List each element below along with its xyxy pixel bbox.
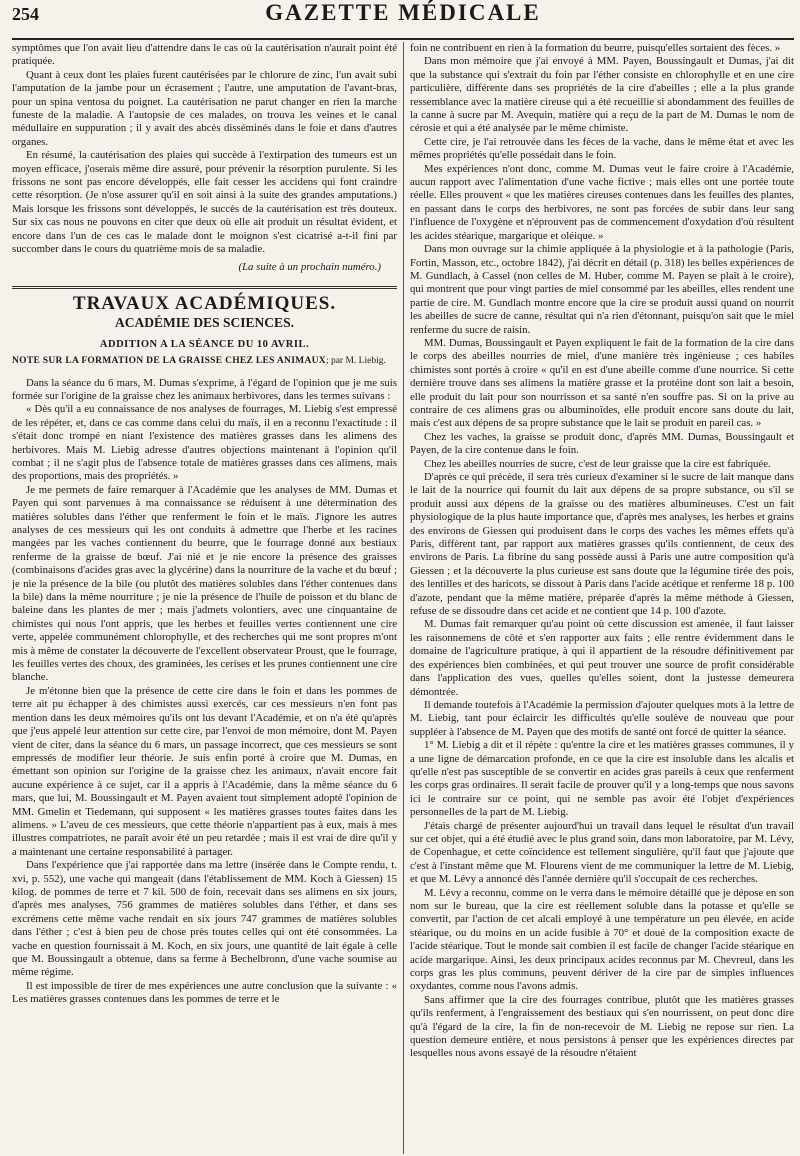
session-heading: ADDITION A LA SÉANCE DU 10 AVRIL. [99, 338, 310, 350]
continuation-note: (La suite à un prochain numéro.) [238, 260, 381, 273]
paragraph: Cette cire, je l'ai retrouvée dans les fèces de la vache, dans le même état et avec les mêmes propriétés qu'elle possédait dans le foin. [410, 135, 794, 162]
note-author: ; par M. Liebig. [325, 356, 386, 367]
paragraph: M. Dumas fait remarquer qu'au point où cette discussion est amenée, il faut laisser les raisonnemens de côté et s'en rapporter aux faits ; elle rentre évidemment dans le domaine de l'agriculture pratique, à qui il appartient de la résoudre définitivement par des expériences bien combinées, et qui peut trouver une source de profit considérable dans l'application des vues, quelles qu'elles soient, dont la justesse demeurera démontrée. [410, 618, 794, 698]
paragraph: Sans affirmer que la cire des fourrages contribue, plutôt que les matières grasses qu'ils renferment, à l'engraissement des bestiaux qui s'en nourrissent, on peut donc dire qu'à l'égard de la cire, la fin de non-recevoir de M. Liebig ne repose sur rien. La question demeure entière, et nous persistons à penser que les expériences directes par lesquelles nous avons essayé de la résoudre n'étaient [410, 993, 794, 1060]
paragraph: Dans mon ouvrage sur la chimie appliquée à la physiologie et à la pathologie (Paris, Fortin, Masson, etc., octobre 1842), j'ai décrit en détail (p. 318) les belles expériences de M. Gundlach, à Cassel (non celles de M. Huber, comme M. Payen se plaît à le croire), qui montrent que pour vingt parties de miel consommé par les abeilles, elles rendent une partie de cire. M. Gundlach montre encore que la cire se produit aussi quand on nourrit les abeilles de sucre de canne, résultat qui n'a rien d'étonnant, puisqu'on sait que le miel renferme du sucre de raisin. [410, 243, 794, 336]
paragraph: MM. Dumas, Boussingault et Payen expliquent le fait de la formation de la cire dans le corps des abeilles nourries de miel, d'une manière très ingénieuse ; ces habiles chimistes sont portés à croire « qu'il en est d'une abeille comme d'une nourrice. Si cette dernière trouve dans ses alimens la matière grasse et la protéine dont son lait a besoin, elle produit du lait pour son nourrisson et sa santé n'en souffre pas. Si on la prive au contraire de ces alimens gras ou albuminoïdes, elle produit encore sans doute du lait, mais c'est aux dépens de sa propre substance que le lait se produit en pareil cas. » [410, 336, 794, 430]
section-title: TRAVAUX ACADÉMIQUES. [72, 292, 337, 314]
left-column [12, 42, 403, 1154]
paragraph: 1° M. Liebig a dit et il répète : qu'entre la cire et les matières grasses communes, il y a une ligne de démarcation profonde, en ce que la cire est insoluble dans les alcalis et qu'elle n'est pas susceptible de se convertir en acides gras pareils à ceux que renferment les corps gras ordinaires. Il serait facile de prouver qu'il y a long-temps que nous savons ici le contraire sur ce point, qui ne semble pas avoir été l'objet d'expériences personnelles de la part de M. Liebig. [410, 739, 794, 819]
paragraph: Chez les vaches, la graisse se produit donc, d'après MM. Dumas, Boussingault et Payen, de la cire contenue dans le foin. [410, 430, 794, 457]
section-divider [12, 286, 397, 289]
paragraph: Dans la séance du 6 mars, M. Dumas s'exprime, à l'égard de l'opinion que je me suis formée sur l'origine de la graisse chez les animaux herbivores, dans les termes suivans : [12, 376, 397, 402]
columns [12, 42, 794, 1154]
paragraph: J'étais chargé de présenter aujourd'hui un travail dans lequel le résultat d'un travail sur cet objet, qui a été étudié avec le plus grand soin, dans mon laboratoire, par M. Lévy, de Copenhague, et cette coïncidence est tellement singulière, qu'il faut que j'ajoute que c'est à l'instant même que M. Flourens vient de me communiquer la lettre de M. Liebig, et que M. Lévy a annoncé dès l'année dernière qu'il s'occupait de ces recherches. [410, 819, 794, 886]
paragraph: Je me permets de faire remarquer à l'Académie que les analyses de MM. Dumas et Payen qui sont parvenues à ma connaissance se réduisent à une détermination des matières solubles dans l'éther que renferment le foin et le maïs. J'ignore les autres analyses de ces messieurs qui les ont conduits à admettre que l'herbe et les racines mangées par les vaches contiennent du beurre, que le fourrage donné aux bestiaux renferme de la graisse de bœuf. J'ai nié et je nie encore la présence des graisses (combinaisons d'acides gras avec la glycérine) dans la nourriture de la vache et du bœuf ; je nie la présence de la bile (ou plutôt des matières solubles dans l'éther contenues dans la bile) dans la même nourriture ; je nie la présence de l'huile de poisson et du blanc de baleine dans les plantes de mer ; mais j'admets volontiers, avec une cinquantaine de chimistes qui nous l'ont appris, que les herbes et feuilles vertes contiennent une cire verte, appelée communément chlorophylle, et des recherches qui me sont propres m'ont mis à même de constater la découverte de l'excellent observateur Proust, que le fourrage, les feuilles vertes des choux, des graminées, les cerises et les prunes contiennent une cire blanche. [12, 483, 397, 684]
paragraph: Il demande toutefois à l'Académie la permission d'ajouter quelques mots à la lettre de M. Liebig, tant pour éclaircir les difficultés qu'elle soulève de nouveau que pour suppléer à l'absence de M. Payen que des motifs de santé ont forcé de quitter la séance. [410, 698, 794, 738]
paragraph: foin ne contribuent en rien à la formation du beurre, puisqu'elles sortaient des fèces. » [410, 42, 781, 54]
note-heading [12, 355, 397, 368]
paragraph: Quant à ceux dont les plaies furent cautérisées par le chlorure de zinc, l'un avait subi l'amputation de la jambe pour un écrasement ; l'autre, une amputation de l'avant-bras, pour un spina ventosa du poignet. La cautérisation ne parut changer en rien la marche funeste de la maladie. A l'autopsie de ces malades, on trouva les veines et le canal médullaire en suppuration ; il y avait des abcès disséminés dans le foie et dans d'autres organes. [12, 68, 397, 148]
paragraph: D'après ce qui précède, il sera très curieux d'examiner si le sucre de lait manque dans le lait de la nourrice qui fournit du lait aux dépens de sa propre substance, ou s'il se produit aussi aux dépens de la graisse ou des matières albumineuses. C'est un fait physiologique de la plus haute importance que, d'après mes analyses, les herbes et grains des environs de Giessen qui produisent dans le corps des vaches les mêmes effets qu'à Paris, diffèrent tant, par rapport aux matières grasses qu'ils contiennent, de ceux des environs de Paris. La fibrine du sang possède aussi à Paris une autre composition qu'à Giessen ; et la découverte la plus curieuse est sans doute que la légumine tirée des pois, des lentilles et des haricots, se dissout à Paris dans l'acide acétique et renferme 18 p. 100 d'azote, pendant que la même matière, préparée d'après la même méthode à Giessen, refuse de se dissoudre dans cet acide et ne contient que 14 p. 100 d'azote. [410, 471, 794, 618]
paragraph: Chez les abeilles nourries de sucre, c'est de leur graisse que la cire est fabriquée. [424, 457, 771, 470]
note-title: NOTE SUR LA FORMATION DE LA GRAISSE CHEZ LES ANIMAUX [12, 356, 326, 367]
paragraph: « Dès qu'il a eu connaissance de nos analyses de fourrages, M. Liebig s'est empressé de les répéter, et, dans ce cas comme dans celui du maïs, il en a reconnu l'exactitude : il s'était donc trompé en niant l'existence des matières grasses dans les alimens des herbivores. Mais M. Liebig adresse d'autres objections maintenant à l'opinion qu'il combat ; il ne s'agit plus de l'absence totale de matières grasses dans ces alimens, mais des proportions, mais des propriétés. » [12, 403, 397, 483]
paragraph: Dans l'expérience que j'ai rapportée dans ma lettre (insérée dans le Compte rendu, t. xvi, p. 552), une vache qui mangeait (dans l'établissement de MM. Koch à Giessen) 15 kilog. de pommes de terre et 7 kil. 500 de foin, recevait dans ses alimens en six jours, d'après mes analyses, 756 grammes de matières solubles dans l'éther, et dans ses excrémens cette même vache rendait en six jours 747 grammes de matières solubles dans l'éther ; c'est à bien peu de chose près toutes celles qui ont été consommées. La vache en question fournissait à M. Koch, en six jours, une quantité de lait égale à celle que M. Boussingault a obtenue, dans sa ferme à Bechelbronn, d'une vache soumise au même régime. [12, 859, 397, 979]
page-header [12, 0, 794, 40]
paragraph: Mes expériences n'ont donc, comme M. Dumas veut le faire croire à l'Académie, aucun rapport avec l'alimentation d'une vache fictive ; mais elles ont une portée toute réelle. Elles prouvent « que les matières cireuses contenues dans les feuilles des plantes, en passant dans le corps des herbivores, ne sont pas forcées de subir dans leur sang l'influence de l'oxygène et n'éprouvent pas de commencement d'oxydation d'où résultent les acides stéarique, margarique et oléique. » [410, 162, 794, 242]
paragraph: Il est impossible de tirer de mes expériences une autre conclusion que la suivante : « Les matières grasses contenues dans les pommes de terre et le [12, 979, 397, 1006]
journal-title: GAZETTE MÉDICALE [265, 0, 541, 25]
paragraph: En résumé, la cautérisation des plaies qui succède à l'extirpation des tumeurs est un moyen efficace, j'oserais même dire assuré, pour prévenir la résorption purulente. Si les frissons ne sont pas encore développés, elle fait cesser les accidens qui font craindre cette résorption. (Je n'ose assurer qu'il en soit ainsi à la suite des grandes amputations.) Mais lorsque les frissons sont développés, le succès de la cautérisation est très douteux. Sur six cas nous ne pouvons en citer que deux où elle ait produit un résultat évident, et encore dans l'un de ces cas le malade dont le moignon s'est cicatrisé a-t-il fini par succomber dans le cours du quatrième mois de sa maladie. [12, 149, 397, 256]
paragraph: Dans mon mémoire que j'ai envoyé à MM. Payen, Boussingault et Dumas, j'ai dit que la substance qui s'extrait du foin par l'éther consiste en chlorophylle et en une cire particulière, différente dans ses propriétés de la cire d'abeilles ; elle a la plus grande ressemblance avec la matière cireuse qui a été recueillie si abondamment des feuilles de la canne à sucre par M. Avequin, matière qui a reçu de la part de M. Dumas le nom de cérosie et qui a été analysée par le même chimiste. [410, 55, 794, 135]
right-column [403, 42, 794, 1154]
section-subtitle: ACADÉMIE DES SCIENCES. [115, 315, 294, 331]
paragraph: symptômes que l'on avait lieu d'attendre dans le cas où la cautérisation n'aurait point été pratiquée. [12, 42, 397, 68]
page-number: 254 [12, 4, 39, 24]
paragraph: M. Lévy a reconnu, comme on le verra dans le mémoire détaillé que je dépose en son nom sur le bureau, que la cire est réellement soluble dans la potasse et qu'elle se convertit, par l'action de cet alcali employé à une température un peu élevée, en acide stéarique, ou du moins en un acide fusible à 70° et doué de la composition exacte de l'acide stéarique. Tout le monde sait combien il est facile de changer l'acide stéarique en acide margarique. Ainsi, les deux principaux acides reconnus par M. Chevreul, dans les corps gras les plus communs, peuvent dériver de la cire par de simples influences oxydantes, comme nous l'avons admis. [410, 886, 794, 993]
paragraph: Je m'étonne bien que la présence de cette cire dans le foin et dans les pommes de terre ait pu échapper à des chimistes aussi exercés, car ces messieurs n'en font pas mention dans les deux mémoires qu'ils ont lus devant l'Académie, et on n'a été qu'après que j'eus appelé leur attention sur cette cire, par l'envoi de mon mémoire, dont M. Payen vient de citer, dans la séance du 6 mars, un passage incorrect, que ces messieurs se sont empressés de modifier leur théorie. Je suis enfin porté à croire que M. Dumas, en émettant son opinion sur l'origine de la graisse chez les animaux, n'avait encore fait aucune expérience à ce sujet, car il a appris à l'Académie, dans la même séance du 6 mars, que lui, M. Boussingault et M. Payen avaient tout simplement adopté l'opinion de MM. Gmelin et Tiedemann, qui supposent « les matières grasses toutes faites dans les alimens. » L'aveu de ces messieurs, que cette théorie n'appartient pas à eux, mais à mes illustres compatriotes, ne paraît avoir été un peu retardée ; mais il est vrai de dire qu'il y a maintenant une certaine responsabilité à partager. [12, 684, 397, 858]
